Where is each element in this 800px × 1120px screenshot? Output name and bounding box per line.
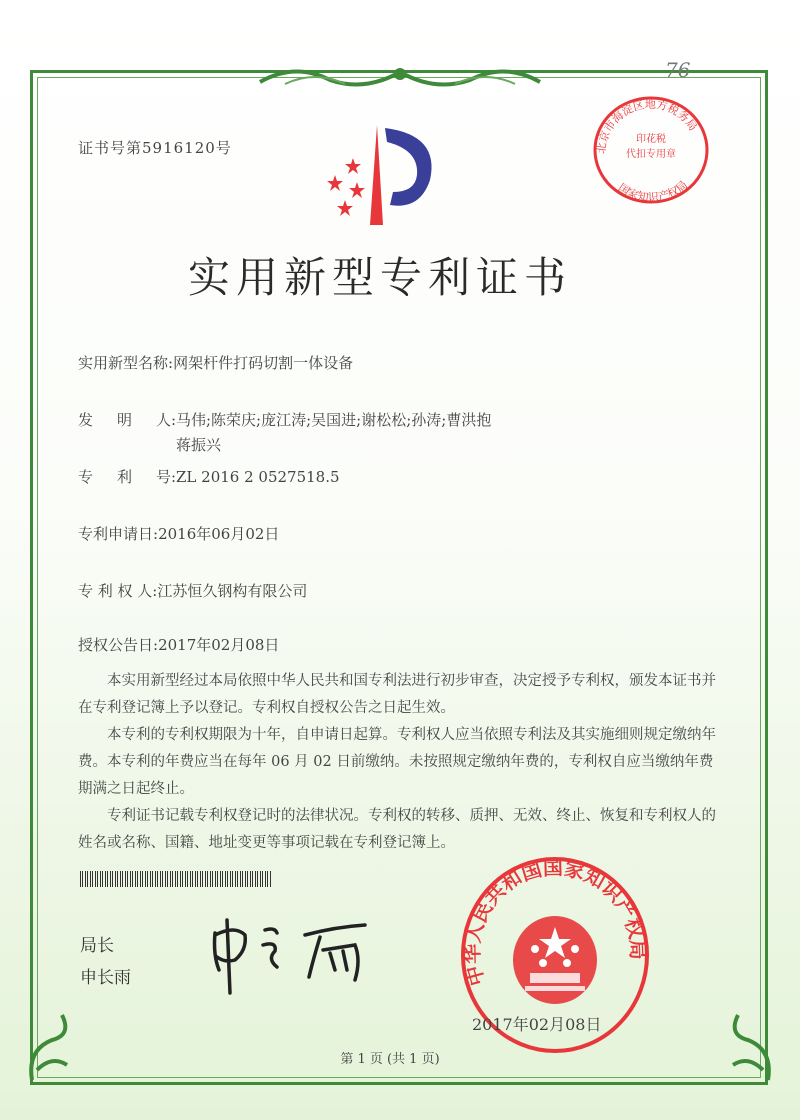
tax-seal-top-text: 北京市海淀区地方税务局 [594,97,700,155]
svg-text:国家知识产权局 [616,178,690,204]
page-footer: 第 1 页 (共 1 页) [340,1052,440,1067]
svg-text:北京市海淀区地方税务局 [595,97,700,154]
director-name: 申长雨 [80,968,131,988]
body-paragraph: 本专利的专利权期限为十年，自申请日起算。专利权人应当依照专利法及其实施细则规定缴纳年费。本专利的年费应当在每年 06 月 02 日前缴纳。未按照规定缴纳年费的，专利权自应当缴纳年费期满之日起终止。 [78,727,716,797]
patent-number-label: 专 利 号: [78,468,176,486]
director-signature [205,915,385,995]
seal-date: 2017年02月08日 [472,1015,602,1034]
inventor-label: 发 明 人: [78,411,176,429]
bottom-left-ornament [22,1000,82,1090]
certificate-number: 证书号第5916120号 [78,139,232,157]
certificate-body [78,668,718,857]
utility-model-name-row [78,352,353,373]
official-seal-text: 中华人民共和国国家知识产权局 [459,855,651,989]
tax-stamp-seal [585,92,715,207]
patent-number-row [78,466,340,487]
grant-date: 2017年02月08日 [158,636,280,654]
utility-model-name-label: 实用新型名称: [78,354,174,372]
patent-number: ZL 2016 2 0527518.5 [176,468,340,486]
inventors-line2: 蒋振兴 [176,436,222,454]
top-ornament [255,62,545,92]
grant-date-row [78,634,279,655]
patentee-label: 专 利 权 人: [78,582,158,600]
national-emblem-icon [513,916,597,1004]
inventors-line1: 马伟;陈荣庆;庞江涛;吴国进;谢松松;孙涛;曹洪抱 [176,411,492,429]
cnipa-logo [315,120,445,230]
body-paragraph: 本实用新型经过本局依照中华人民共和国专利法进行初步审查，决定授予专利权，颁发本证书并在专利登记簿上予以登记。专利权自授权公告之日起生效。 [78,673,716,716]
certificate-title: 实用新型专利证书 [187,253,572,302]
utility-model-name: 网架杆件打码切割一体设备 [173,354,354,372]
handwritten-note: 76 [665,58,691,82]
director-title: 局长 [80,936,114,956]
tax-seal-bottom-text: 国家知识产权局 [615,178,691,205]
patentee: 江苏恒久钢构有限公司 [157,582,308,600]
inventors-row [78,409,491,455]
grant-date-label: 授权公告日: [78,636,159,654]
application-date: 2016年06月02日 [158,525,280,543]
application-date-label: 专利申请日: [78,525,159,543]
patentee-row [78,580,307,601]
barcode [80,871,272,887]
bottom-right-ornament [718,1000,778,1090]
tax-seal-center-line2: 代扣专用章 [626,149,676,160]
body-paragraph: 专利证书记载专利权登记时的法律状况。专利权的转移、质押、无效、终止、恢复和专利权人的姓名或名称、国籍、地址变更等事项记载在专利登记簿上。 [78,808,716,851]
application-date-row [78,523,279,544]
tax-seal-center-line1: 印花税 [636,134,666,145]
